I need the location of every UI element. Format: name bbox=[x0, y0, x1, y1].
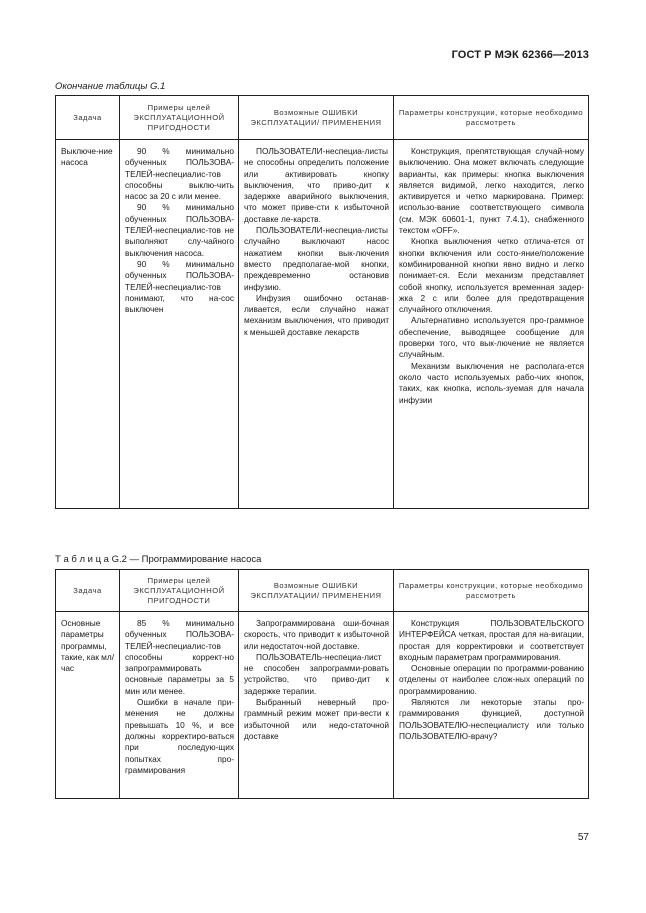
goal-paragraph: 90 % минимально обученных ПОЛЬЗОВА-ТЕЛЕЙ-неспециалис-тов понимают, что на-сос выключен bbox=[125, 258, 234, 315]
goal-paragraph: 90 % минимально обученных ПОЛЬЗОВА-ТЕЛЕЙ-неспециалис-тов не выполняют слу-чайного выключения насоса. bbox=[125, 202, 234, 258]
cell-params bbox=[394, 140, 589, 509]
page-number: 57 bbox=[577, 832, 589, 843]
cell-errors bbox=[239, 140, 394, 509]
param-paragraph: Конструкция ПОЛЬЗОВАТЕЛЬСКОГО ИНТЕРФЕЙСА четкая, простая для на-вигации, простая для корректировки и соответствует входным параметрам программирования. bbox=[399, 618, 584, 662]
table1-header-row bbox=[56, 96, 589, 140]
col-header-params: Параметры конструкции, которые необходимо рассмотреть bbox=[394, 96, 589, 140]
error-paragraph: Инфузия ошибочно останав-ливается, если случайно нажат механизм выключения, что приводит к меньшей доставке лекарств bbox=[244, 292, 389, 337]
col-header-errors: Возможные ОШИБКИ ЭКСПЛУАТАЦИИ/ ПРИМЕНЕНИЯ bbox=[239, 570, 394, 612]
cell-goals bbox=[120, 612, 239, 799]
col-header-errors: Возможные ОШИБКИ ЭКСПЛУАТАЦИИ/ ПРИМЕНЕНИЯ bbox=[239, 96, 394, 140]
standard-header: ГОСТ Р МЭК 62366—2013 bbox=[451, 49, 589, 61]
task-text: Основные параметры программы, такие, как мл/час bbox=[61, 618, 115, 674]
param-paragraph: Конструкция, препятствующая случай-ному выключению. Она может включать следующие варианты, как примеры: кнопка выключения является видимой, легко находится, легко активируется и четко маркирована. Пример: использо-вание соответствующего символа (см. МЭК 60601-1, пункт 7.4.1), снабженного текстом «OFF». bbox=[399, 146, 584, 236]
table-row bbox=[56, 612, 589, 799]
cell-task bbox=[56, 612, 120, 799]
param-paragraph: Механизм выключения не располага-ется около часто используемых рабо-чих кнопок, таких, как кнопка, исполь-зуемая для начала инфузии bbox=[399, 360, 584, 405]
param-paragraph: Являются ли некоторые этапы про-граммирования функцией, доступной ПОЛЬЗОВАТЕЛЮ-неспециалисту или только ПОЛЬЗОВАТЕЛЮ-врачу? bbox=[399, 697, 584, 741]
col-header-goals: Примеры целей ЭКСПЛУАТАЦИОННОЙ ПРИГОДНОСТИ bbox=[120, 96, 239, 140]
col-header-params: Параметры конструкции, которые необходимо рассмотреть bbox=[394, 570, 589, 612]
cell-goals bbox=[120, 140, 239, 509]
cell-task bbox=[56, 140, 120, 509]
error-paragraph: Запрограммирована оши-бочная скорость, что приводит к избыточной или недостаточ-ной доставке. bbox=[244, 618, 389, 651]
table-g2 bbox=[55, 569, 589, 799]
error-paragraph: Выбранный неверный про-граммный режим может при-вести к избыточной или недо-статочной доставке bbox=[244, 697, 389, 741]
goal-paragraph: Ошибки в начале при-менения не должны превышать 10 %, и все должны корректиро-ваться при последую-щих попытках про-граммирования bbox=[125, 697, 234, 775]
table2-caption: Т а б л и ц а G.2 — Программирование насоса bbox=[55, 554, 262, 565]
param-paragraph: Кнопка выключения четко отлича-ется от кнопки включения или состо-яние/положение комбинированной кнопки явно видно и легко понимает-ся. Если механизм представляет собой кнопку, используется временная задер-жка 2 с или более для предотвращения случайного отключения. bbox=[399, 236, 584, 315]
table2-header-row bbox=[56, 570, 589, 612]
table-g1 bbox=[55, 95, 589, 509]
error-paragraph: ПОЛЬЗОВАТЕЛИ-неспециа-листы не способны определить положение или активировать кнопку выключения, что приво-дит к задержке аварийного выключения, что может приве-сти к избыточной доставке ле-карств. bbox=[244, 146, 389, 224]
goal-paragraph: 85 % минимально обученных ПОЛЬЗОВА-ТЕЛЕЙ-неспециалис-тов способны коррект-но запрограммировать основные параметры за 5 мин или менее. bbox=[125, 618, 234, 696]
cell-params bbox=[394, 612, 589, 799]
param-paragraph: Основные операции по программи-рованию отделены от наиболее слож-ных операций по программированию. bbox=[399, 663, 584, 696]
goal-paragraph: 90 % минимально обученных ПОЛЬЗОВА-ТЕЛЕЙ-неспециалис-тов способны выклю-чить насос за 20 с или менее. bbox=[125, 146, 234, 202]
error-paragraph: ПОЛЬЗОВАТЕЛИ-неспециа-листы случайно выключают насос нажатием кнопки вык-лючения вместо предполагае-мой кнопки, преждевременно остановив инфузию. bbox=[244, 225, 389, 292]
cell-errors bbox=[239, 612, 394, 799]
param-paragraph: Альтернативно используется про-граммное обеспечение, выводящее сообщение для проверки того, что вык-лючение не является случайным. bbox=[399, 315, 584, 360]
col-header-goals: Примеры целей ЭКСПЛУАТАЦИОННОЙ ПРИГОДНОСТИ bbox=[120, 570, 239, 612]
table-row bbox=[56, 140, 589, 509]
table1-caption: Окончание таблицы G.1 bbox=[55, 81, 166, 92]
error-paragraph: ПОЛЬЗОВАТЕЛЬ-неспециа-лист не способен запрограмми-ровать устройство, что приво-дит к задержке терапии. bbox=[244, 651, 389, 696]
col-header-task: Задача bbox=[56, 96, 120, 140]
task-text: Выключе-ние насоса bbox=[61, 146, 113, 168]
col-header-task: Задача bbox=[56, 570, 120, 612]
